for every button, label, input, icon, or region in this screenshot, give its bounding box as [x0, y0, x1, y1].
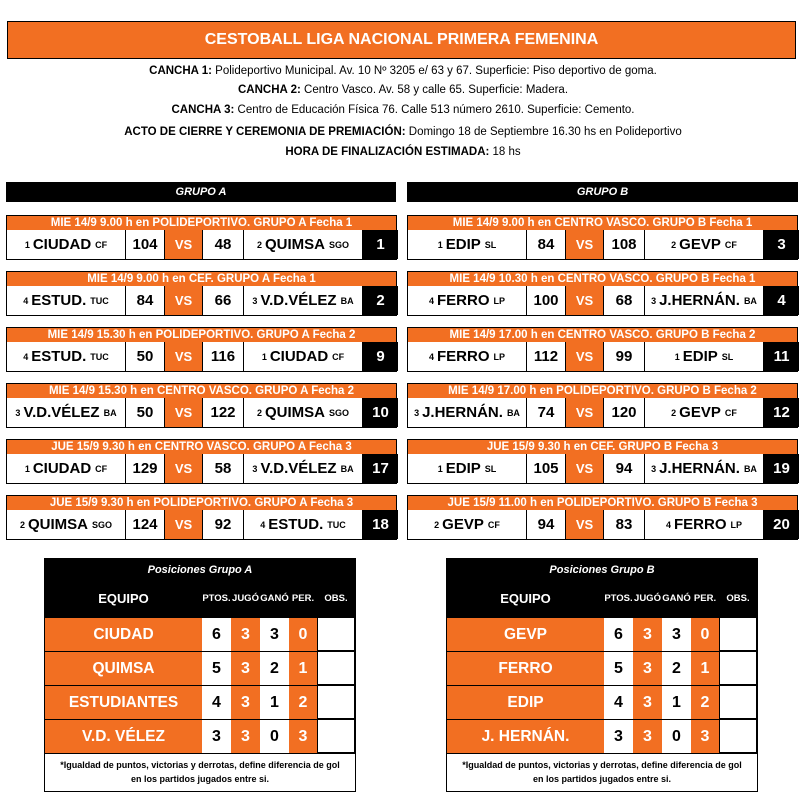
home-team [7, 510, 125, 539]
match-result-row [7, 230, 396, 259]
standings-row [447, 685, 757, 719]
header-won: GANÓ [662, 593, 691, 604]
team-name: V.D.VÉLEZ [260, 460, 337, 477]
info-line-cancha-1: CANCHA 1: Polideportivo Municipal. Av. 10 Nº 3205 e/ 63 y 67. Superficie: Piso deportivo de goma. [149, 65, 657, 77]
match-result-row [408, 342, 797, 371]
home-team [408, 230, 526, 259]
team-name: EDIP [682, 348, 718, 365]
match-title: MIE 14/9 9.00 h en POLIDEPORTIVO. GRUPO A Fecha 1 [7, 216, 396, 230]
home-score: 74 [526, 398, 565, 427]
obs-cell [317, 652, 355, 685]
standings-header-row [45, 580, 355, 617]
standings-row [45, 685, 355, 719]
group-b-match-card [407, 439, 798, 484]
team-name: CIUDAD [45, 618, 202, 651]
team-name: GEVP [447, 618, 604, 651]
obs-cell [719, 720, 757, 753]
header-won: GANÓ [260, 593, 289, 604]
home-score: 100 [526, 286, 565, 315]
match-number: 1 [362, 230, 398, 259]
group-a-match-card [6, 271, 397, 316]
played-value: 3 [231, 720, 260, 753]
won-value: 2 [270, 659, 279, 677]
away-score: 92 [202, 510, 243, 539]
group-a-match-card [6, 215, 397, 260]
header-obs: OBS. [324, 593, 348, 604]
standings-note [447, 753, 757, 791]
match-number: 9 [362, 342, 398, 371]
away-score: 48 [202, 230, 243, 259]
team-province: TUC [90, 295, 109, 306]
won-value: 3 [672, 625, 681, 643]
header-team: EQUIPO [98, 591, 149, 606]
away-team [243, 342, 362, 371]
group-b-match-card [407, 327, 798, 372]
team-province: LP [493, 295, 506, 306]
match-result-row [408, 286, 797, 315]
standings-row [447, 651, 757, 685]
group-b-match-card [407, 271, 798, 316]
match-number: 12 [763, 398, 799, 427]
won-value: 0 [672, 727, 681, 745]
group-b-match-card [407, 495, 798, 540]
team-name: EDIP [445, 236, 481, 253]
team-province: SGO [329, 407, 350, 418]
pts-value: 5 [614, 659, 623, 677]
vs-badge: VS [164, 342, 202, 371]
seed-number: 4 [665, 519, 671, 530]
match-result-row [7, 398, 396, 427]
away-score: 94 [603, 454, 644, 483]
away-team [243, 286, 362, 315]
match-number: 19 [763, 454, 799, 483]
team-province: CF [724, 239, 737, 250]
pts-value: 6 [212, 625, 221, 643]
note-line-2: en los partidos jugados entre si. [130, 774, 270, 784]
info-line-end-time: HORA DE FINALIZACIÓN ESTIMADA: 18 hs [285, 146, 521, 158]
vs-badge: VS [565, 230, 603, 259]
seed-number: 1 [261, 351, 267, 362]
home-score: 50 [125, 398, 164, 427]
vs-badge: VS [565, 398, 603, 427]
home-score: 105 [526, 454, 565, 483]
obs-cell [719, 686, 757, 719]
team-name: J.HERNÁN. [659, 292, 740, 309]
team-name: CIUDAD [32, 460, 92, 477]
seed-number: 1 [437, 463, 443, 474]
team-name: GEVP [679, 404, 721, 421]
pts-value: 4 [212, 693, 221, 711]
away-team [644, 398, 763, 427]
match-result-row [408, 230, 797, 259]
won-value: 2 [672, 659, 681, 677]
away-score: 83 [603, 510, 644, 539]
seed-number: 1 [437, 239, 443, 250]
lost-value: 3 [289, 720, 317, 753]
won-value: 3 [270, 625, 279, 643]
home-score: 84 [526, 230, 565, 259]
vs-badge: VS [565, 342, 603, 371]
home-score: 104 [125, 230, 164, 259]
match-title: JUE 15/9 9.30 h en CEF. GRUPO B Fecha 3 [408, 440, 797, 454]
seed-number: 2 [256, 239, 262, 250]
home-score: 112 [526, 342, 565, 371]
match-number: 10 [362, 398, 398, 427]
away-score: 108 [603, 230, 644, 259]
team-name: FERRO [447, 652, 604, 685]
group-a-match-card [6, 439, 397, 484]
match-result-row [7, 510, 396, 539]
vs-badge: VS [164, 230, 202, 259]
vs-badge: VS [164, 286, 202, 315]
lost-value: 3 [691, 720, 719, 753]
seed-number: 2 [434, 519, 440, 530]
away-team [644, 454, 763, 483]
home-score: 94 [526, 510, 565, 539]
match-number: 17 [362, 454, 398, 483]
seed-number: 2 [256, 407, 262, 418]
home-team [7, 398, 125, 427]
vs-badge: VS [565, 510, 603, 539]
seed-number: 2 [671, 407, 677, 418]
standings-header-row [447, 580, 757, 617]
team-province: SL [721, 351, 734, 362]
away-score: 58 [202, 454, 243, 483]
home-team [408, 342, 526, 371]
team-name: CIUDAD [32, 236, 92, 253]
team-name: V.D.VÉLEZ [23, 404, 100, 421]
seed-number: 4 [23, 351, 29, 362]
match-result-row [408, 510, 797, 539]
lost-value: 1 [691, 652, 719, 685]
seed-number: 4 [23, 295, 29, 306]
obs-cell [317, 618, 355, 651]
pts-value: 3 [614, 727, 623, 745]
team-name: QUIMSA [265, 236, 325, 253]
lost-value: 0 [289, 618, 317, 651]
team-name: CIUDAD [269, 348, 329, 365]
team-name: GEVP [679, 236, 721, 253]
note-line-2: en los partidos jugados entre si. [532, 774, 672, 784]
team-name: ESTUD. [268, 516, 324, 533]
team-province: BA [743, 295, 757, 306]
won-value: 0 [270, 727, 279, 745]
match-number: 11 [763, 342, 799, 371]
match-number: 18 [362, 510, 398, 539]
group-a-match-card [6, 495, 397, 540]
team-province: LP [730, 519, 743, 530]
header-team: EQUIPO [500, 591, 551, 606]
pts-value: 3 [212, 727, 221, 745]
team-name: QUIMSA [265, 404, 325, 421]
team-province: BA [743, 463, 757, 474]
home-score: 50 [125, 342, 164, 371]
seed-number: 1 [24, 463, 30, 474]
away-team [644, 510, 763, 539]
team-name: FERRO [437, 292, 490, 309]
lost-value: 2 [289, 686, 317, 719]
match-title: JUE 15/9 11.00 h en POLIDEPORTIVO. GRUPO B Fecha 3 [408, 496, 797, 510]
team-province: CF [95, 239, 108, 250]
vs-badge: VS [565, 286, 603, 315]
team-name: EDIP [447, 686, 604, 719]
team-province: CF [332, 351, 345, 362]
match-number: 20 [763, 510, 799, 539]
standings-row [447, 719, 757, 753]
group-b-header: GRUPO B [407, 182, 798, 202]
away-team [243, 510, 362, 539]
pts-value: 6 [614, 625, 623, 643]
header-played: JUGÓ [634, 593, 661, 604]
team-name: GEVP [442, 516, 484, 533]
note-line-1: *Igualdad de puntos, victorias y derrotas, define diferencia de gol [60, 760, 340, 770]
home-team [7, 454, 125, 483]
team-name: ESTUD. [31, 292, 87, 309]
team-name: QUIMSA [28, 516, 88, 533]
header-pts: PTOS. [202, 593, 231, 604]
team-province: SL [484, 463, 497, 474]
team-province: BA [506, 407, 520, 418]
info-line-cancha-2: CANCHA 2: Centro Vasco. Av. 58 y calle 65. Superficie: Madera. [237, 84, 569, 96]
pts-value: 4 [614, 693, 623, 711]
obs-cell [317, 686, 355, 719]
team-province: CF [487, 519, 500, 530]
header-lost: PER. [291, 593, 315, 604]
team-name: J.HERNÁN. [659, 460, 740, 477]
match-number: 2 [362, 286, 398, 315]
won-value: 1 [672, 693, 681, 711]
obs-cell [719, 618, 757, 651]
match-title: MIE 14/9 10.30 h en CENTRO VASCO. GRUPO B Fecha 1 [408, 272, 797, 286]
standings-row [45, 651, 355, 685]
team-province: CF [724, 407, 737, 418]
header-played: JUGÓ [232, 593, 259, 604]
seed-number: 3 [414, 407, 420, 418]
team-name: QUIMSA [45, 652, 202, 685]
played-value: 3 [633, 686, 662, 719]
away-team [644, 342, 763, 371]
seed-number: 2 [19, 519, 25, 530]
standings-title: Posiciones Grupo A [45, 559, 355, 580]
match-title: MIE 14/9 15.30 h en CENTRO VASCO. GRUPO A Fecha 2 [7, 384, 396, 398]
group-a-standings-table [44, 558, 356, 792]
match-result-row [7, 286, 396, 315]
team-name: ESTUD. [31, 348, 87, 365]
match-title: MIE 14/9 15.30 h en POLIDEPORTIVO. GRUPO A Fecha 2 [7, 328, 396, 342]
seed-number: 2 [671, 239, 677, 250]
won-value: 1 [270, 693, 279, 711]
seed-number: 3 [651, 463, 657, 474]
match-number: 4 [763, 286, 799, 315]
team-name: J.HERNÁN. [422, 404, 503, 421]
seed-number: 3 [252, 463, 258, 474]
team-province: BA [340, 295, 354, 306]
page-title: CESTOBALL LIGA NACIONAL PRIMERA FEMENINA [7, 21, 796, 59]
standings-note [45, 753, 355, 791]
vs-badge: VS [565, 454, 603, 483]
team-province: SGO [329, 239, 350, 250]
seed-number: 1 [674, 351, 680, 362]
home-team [7, 342, 125, 371]
group-b-match-card [407, 215, 798, 260]
note-line-1: *Igualdad de puntos, victorias y derrotas, define diferencia de gol [462, 760, 742, 770]
home-team [7, 230, 125, 259]
header-pts: PTOS. [604, 593, 633, 604]
seed-number: 3 [252, 295, 258, 306]
group-a-match-card [6, 327, 397, 372]
standings-row [45, 617, 355, 651]
away-score: 116 [202, 342, 243, 371]
seed-number: 1 [24, 239, 30, 250]
seed-number: 4 [428, 351, 434, 362]
away-team [243, 230, 362, 259]
standings-title: Posiciones Grupo B [447, 559, 757, 580]
team-name: ESTUDIANTES [45, 686, 202, 719]
team-name: FERRO [437, 348, 490, 365]
away-score: 120 [603, 398, 644, 427]
home-team [408, 286, 526, 315]
lost-value: 2 [691, 686, 719, 719]
played-value: 3 [231, 618, 260, 651]
away-score: 99 [603, 342, 644, 371]
away-score: 68 [603, 286, 644, 315]
team-name: J. HERNÁN. [447, 720, 604, 753]
team-name: EDIP [445, 460, 481, 477]
match-title: JUE 15/9 9.30 h en POLIDEPORTIVO. GRUPO A Fecha 3 [7, 496, 396, 510]
standings-row [45, 719, 355, 753]
played-value: 3 [633, 652, 662, 685]
seed-number: 3 [15, 407, 21, 418]
played-value: 3 [231, 686, 260, 719]
team-province: BA [103, 407, 117, 418]
played-value: 3 [633, 720, 662, 753]
played-value: 3 [633, 618, 662, 651]
played-value: 3 [231, 652, 260, 685]
group-b-standings-table [446, 558, 758, 792]
away-team [644, 230, 763, 259]
home-score: 129 [125, 454, 164, 483]
team-name: FERRO [674, 516, 727, 533]
info-line-cancha-3: CANCHA 3: Centro de Educación Física 76. Calle 513 número 2610. Superficie: Cemento. [171, 104, 635, 116]
header-lost: PER. [693, 593, 717, 604]
home-team [408, 454, 526, 483]
match-result-row [7, 454, 396, 483]
group-b-match-card [407, 383, 798, 428]
info-line-closing-ceremony: ACTO DE CIERRE Y CEREMONIA DE PREMIACIÓN: Domingo 18 de Septiembre 16.30 hs en Polideportivo [124, 126, 682, 138]
team-province: LP [493, 351, 506, 362]
match-number: 3 [763, 230, 799, 259]
group-a-header: GRUPO A [6, 182, 396, 202]
match-title: MIE 14/9 9.00 h en CEF. GRUPO A Fecha 1 [7, 272, 396, 286]
away-team [243, 398, 362, 427]
team-province: SGO [92, 519, 113, 530]
pts-value: 5 [212, 659, 221, 677]
team-province: TUC [90, 351, 109, 362]
match-title: MIE 14/9 17.00 h en POLIDEPORTIVO. GRUPO B Fecha 2 [408, 384, 797, 398]
home-score: 124 [125, 510, 164, 539]
match-title: MIE 14/9 9.00 h en CENTRO VASCO. GRUPO B Fecha 1 [408, 216, 797, 230]
team-province: CF [95, 463, 108, 474]
vs-badge: VS [164, 510, 202, 539]
group-a-match-card [6, 383, 397, 428]
away-score: 66 [202, 286, 243, 315]
team-name: V.D. VÉLEZ [45, 720, 202, 753]
obs-cell [719, 652, 757, 685]
home-team [408, 510, 526, 539]
seed-number: 4 [260, 519, 266, 530]
match-title: MIE 14/9 17.00 h en CENTRO VASCO. GRUPO B Fecha 2 [408, 328, 797, 342]
vs-badge: VS [164, 454, 202, 483]
match-result-row [408, 454, 797, 483]
standings-row [447, 617, 757, 651]
team-province: BA [340, 463, 354, 474]
away-team [243, 454, 362, 483]
match-title: JUE 15/9 9.30 h en CENTRO VASCO. GRUPO A Fecha 3 [7, 440, 396, 454]
seed-number: 3 [651, 295, 657, 306]
lost-value: 0 [691, 618, 719, 651]
lost-value: 1 [289, 652, 317, 685]
obs-cell [317, 720, 355, 753]
home-score: 84 [125, 286, 164, 315]
vs-badge: VS [164, 398, 202, 427]
team-province: SL [484, 239, 497, 250]
away-score: 122 [202, 398, 243, 427]
header-obs: OBS. [726, 593, 750, 604]
team-name: V.D.VÉLEZ [260, 292, 337, 309]
match-result-row [408, 398, 797, 427]
away-team [644, 286, 763, 315]
home-team [7, 286, 125, 315]
seed-number: 4 [428, 295, 434, 306]
team-province: TUC [327, 519, 346, 530]
match-result-row [7, 342, 396, 371]
home-team [408, 398, 526, 427]
